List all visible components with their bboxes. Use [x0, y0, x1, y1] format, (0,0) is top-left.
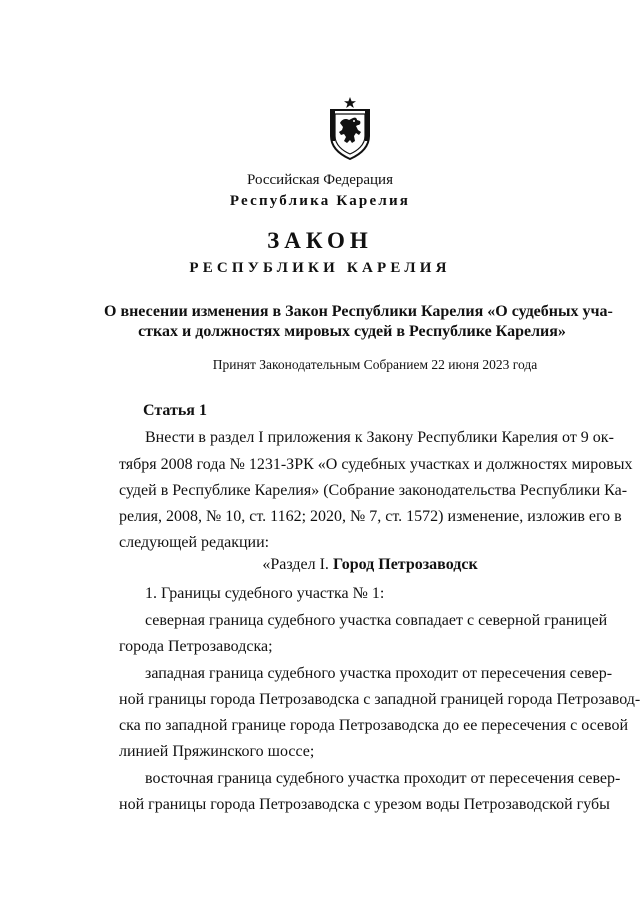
- paragraph-line: ска по западной границе города Петрозаводска до ее пересечения с осевой: [119, 717, 629, 734]
- law-title-line-2: стках и должностях мировых судей в Республике Карелия»: [138, 323, 566, 340]
- law-subheading: РЕСПУБЛИКИ КАРЕЛИЯ: [189, 260, 451, 276]
- paragraph-line: ной границы города Петрозаводска с урезом воды Петрозаводской губы: [119, 796, 610, 813]
- item-heading: 1. Границы судебного участка № 1:: [145, 585, 385, 602]
- paragraph-line: Внести в раздел I приложения к Закону Республики Карелия от 9 ок-: [145, 429, 614, 446]
- republic-label: Республика Карелия: [229, 193, 411, 209]
- paragraph-line: релия, 2008, № 10, ст. 1162; 2020, № 7, ст. 1572) изменение, изложив его в: [119, 508, 622, 525]
- paragraph-line: восточная граница судебного участка проходит от пересечения север-: [145, 770, 621, 787]
- paragraph-line: следующей редакции:: [119, 534, 270, 551]
- law-title-line-1: О внесении изменения в Закон Республики Карелия «О судебных уча-: [104, 303, 613, 320]
- paragraph-line: линией Пряжинского шоссе;: [119, 743, 315, 760]
- adoption-note: Принят Законодательным Собранием 22 июня 2023 года: [212, 357, 538, 372]
- federation-label: Российская Федерация: [247, 172, 393, 188]
- paragraph-line: судей в Республике Карелия» (Собрание законодательства Республики Ка-: [119, 482, 628, 499]
- law-heading: ЗАКОН: [267, 228, 373, 253]
- section-title: [0, 556, 640, 574]
- paragraph-line: западная граница судебного участка проходит от пересечения север-: [145, 665, 613, 682]
- paragraph-line: северная граница судебного участка совпадает с северной границей: [145, 612, 608, 629]
- section-name: Город Петрозаводск: [332, 556, 478, 573]
- paragraph-line: города Петрозаводска;: [119, 638, 273, 655]
- section-prefix: «Раздел I.: [262, 556, 333, 573]
- karelia-coat-of-arms-icon: [327, 96, 373, 160]
- article-heading: Статья 1: [143, 402, 207, 419]
- paragraph-line: тября 2008 года № 1231-ЗРК «О судебных участках и должностях мировых: [119, 456, 633, 473]
- paragraph-line: ной границы города Петрозаводска с западной границей города Петрозавод-: [119, 691, 640, 708]
